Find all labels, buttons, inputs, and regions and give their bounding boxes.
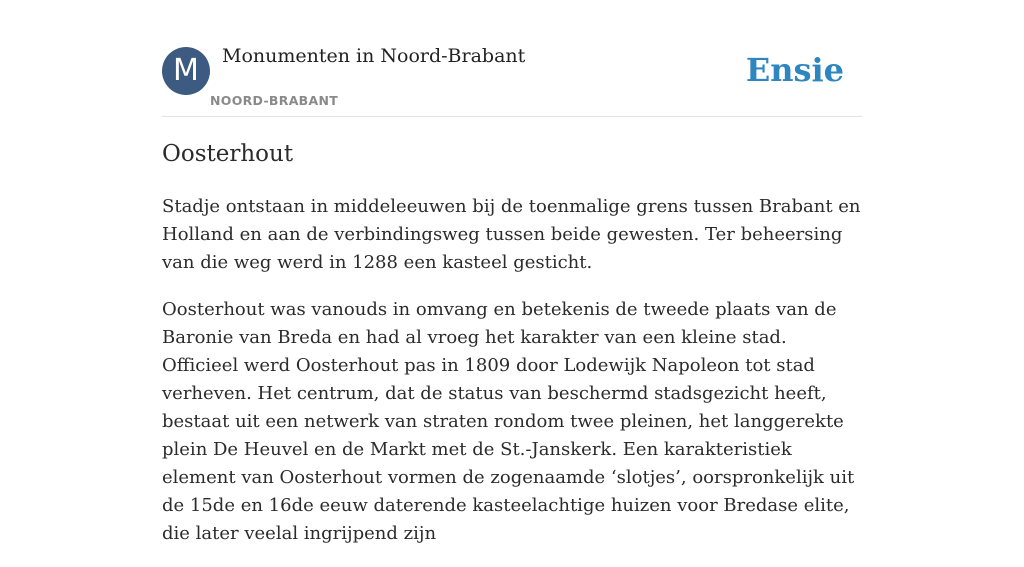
- ensie-logo[interactable]: Ensie: [745, 51, 844, 89]
- article-title: Oosterhout: [162, 141, 294, 167]
- header: [162, 0, 862, 117]
- article: [162, 136, 862, 567]
- avatar[interactable]: M: [162, 47, 210, 95]
- category-label[interactable]: NOORD-BRABANT: [210, 93, 339, 108]
- article-paragraph: Oosterhout was vanouds in omvang en betekenis de tweede plaats van de Baronie van Breda en had al vroeg het karakter van een kleine stad. Officieel werd Oosterhout pas in 1809 door Lodewijk Napoleon tot stad verheven. Het centrum, dat de status van beschermd stadsgezicht heeft, bestaat uit een netwerk van straten rondom twee pleinen, het langgerekte plein De Heuvel en de Markt met de St.-Janskerk. Een karakteristiek element van Oosterhout vormen de zogenaamde ‘slotjes’, oorspronkelijk uit de 15de en 16de eeuw daterende kasteelachtige huizen voor Bredase elite, die later veelal ingrijpend zijn: [162, 299, 855, 544]
- source-title-link[interactable]: Monumenten in Noord-Brabant: [222, 45, 526, 67]
- article-paragraph: Stadje ontstaan in middeleeuwen bij de toenmalige grens tussen Brabant en Holland en aan de verbindingsweg tussen beide gewesten. Ter beheersing van die weg werd in 1288 een kasteel gesticht.: [162, 196, 861, 273]
